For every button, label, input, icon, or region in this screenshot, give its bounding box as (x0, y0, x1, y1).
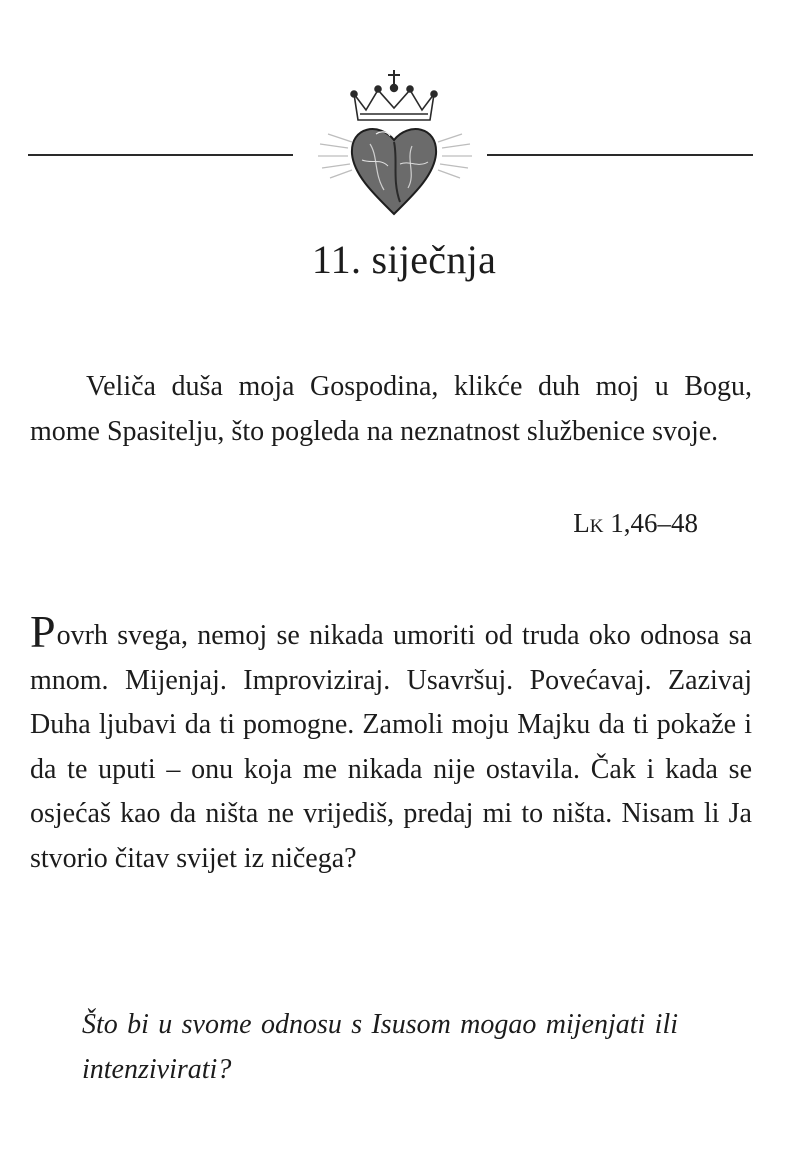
meditation-text: ovrh svega, nemoj se nikada umoriti od truda oko odnosa sa mnom. Mijenjaj. Improviziraj. Usavršuj. Povećavaj. Zazivaj Duha ljubavi da ti pomogne. Zamoli moju Majku da ti pokaže i da te uputi – onu koja me nikada nije ostavila. Čak i kada se osjećaš kao da ništa ne vrijediš, predaj mi to ništa. Nisam li Ja stvorio čitav svijet iz ničega? (30, 620, 752, 874)
reflection-question: Što bi u svome odnosu s Isusom mogao mijenjati ili intenzivirati? (82, 1009, 678, 1085)
heart-icon (352, 129, 436, 214)
page-title: 11. siječnja (311, 237, 497, 282)
scripture-reference: Lk 1,46–48 (573, 508, 698, 538)
scripture-quote: Veliča duša moja Gospodina, klikće duh moj u Bogu, mome Spasitelju, što pogleda na neznatnost službenice svoje. (30, 371, 752, 447)
crown-icon (351, 85, 437, 120)
meditation-paragraph (30, 606, 752, 881)
crowned-heart-icon (300, 64, 490, 224)
drop-cap: P (30, 606, 56, 657)
header-rule-right (487, 154, 753, 156)
header-rule-left (28, 154, 293, 156)
cross-icon (388, 70, 400, 86)
